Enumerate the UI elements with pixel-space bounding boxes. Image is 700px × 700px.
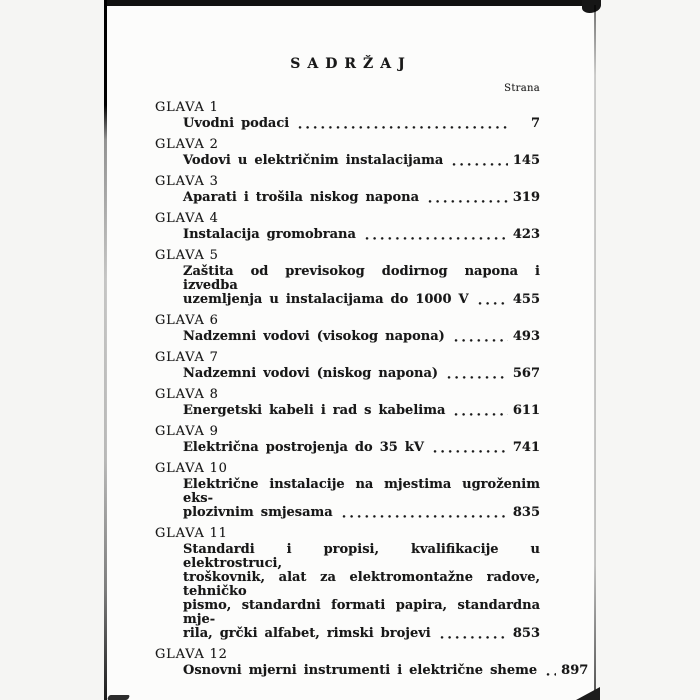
chapter-title: Aparati i trošila niskog napona <box>183 190 419 205</box>
column-header-strana: Strana <box>504 83 540 94</box>
dot-leader <box>365 237 508 240</box>
page-number: 897 <box>561 663 589 678</box>
dot-leader <box>447 376 508 379</box>
chapter-title-line <box>183 627 540 641</box>
dot-leader <box>440 636 508 639</box>
chapter-heading: GLAVA 8 <box>155 387 219 402</box>
toc-entry <box>155 351 540 381</box>
page-number: 835 <box>512 505 540 520</box>
chapter-title-line <box>183 293 540 307</box>
page-top-edge-bar <box>105 0 597 6</box>
page-number: 423 <box>512 227 540 242</box>
page-top-right-corner-mark <box>582 0 601 13</box>
chapter-title-line <box>183 506 540 520</box>
dot-leader <box>452 163 508 166</box>
page-number: 145 <box>512 153 540 168</box>
page-number: 455 <box>512 292 540 307</box>
chapter-title: plozivnim smjesama <box>183 505 333 520</box>
toc-entry <box>155 101 540 131</box>
toc-entry <box>155 249 540 307</box>
chapter-heading: GLAVA 2 <box>155 137 219 152</box>
chapter-heading: GLAVA 1 <box>155 100 219 115</box>
chapter-title: Energetski kabeli i rad s kabelima <box>183 403 446 418</box>
page-number: 7 <box>530 116 540 131</box>
page-number: 611 <box>512 403 540 418</box>
page-number: 853 <box>512 626 540 641</box>
chapter-title: Nadzemni vodovi (visokog napona) <box>183 329 445 344</box>
chapter-title-line: pismo, standardni formati papira, standardna mje- <box>183 598 540 627</box>
chapter-title: Vodovi u električnim instalacijama <box>183 153 444 168</box>
chapter-title-line: Standardi i propisi, kvalifikacije u elektrostruci, <box>183 542 540 571</box>
chapter-title-line <box>183 663 589 678</box>
dot-leader <box>342 515 508 518</box>
page-right-edge-line <box>594 5 596 700</box>
chapter-title-line <box>183 117 540 131</box>
chapter-heading: GLAVA 7 <box>155 350 219 365</box>
toc-entry <box>155 527 540 641</box>
chapter-heading: GLAVA 6 <box>155 313 219 328</box>
chapter-title: Osnovni mjerni instrumenti i električne sheme <box>183 663 538 678</box>
dot-leader <box>454 339 508 342</box>
chapter-title: rila, grčki alfabet, rimski brojevi <box>183 626 431 641</box>
chapter-title: Nadzemni vodovi (niskog napona) <box>183 366 439 381</box>
toc-entry <box>155 388 540 418</box>
chapter-heading: GLAVA 4 <box>155 211 219 226</box>
chapter-title-line <box>183 330 540 344</box>
toc-entry <box>155 425 540 455</box>
toc-entry <box>155 175 540 205</box>
chapter-title-line: troškovnik, alat za elektromontažne radove, tehničko <box>183 570 540 599</box>
toc-entry <box>155 647 589 678</box>
dot-leader <box>428 200 508 203</box>
page-number: 319 <box>512 190 540 205</box>
chapter-title-line <box>183 404 540 418</box>
toc-entry <box>155 138 540 168</box>
dot-leader <box>546 673 556 676</box>
toc-entry <box>155 462 540 520</box>
page-number: 493 <box>512 329 540 344</box>
chapter-title-line: Električne instalacije na mjestima ugroženim eks- <box>183 477 540 506</box>
page-left-edge-line <box>104 0 107 700</box>
dot-leader <box>433 450 508 453</box>
chapter-heading: GLAVA 11 <box>155 526 228 541</box>
scan-margin-left <box>0 0 105 700</box>
dot-leader <box>454 413 507 416</box>
chapter-heading: GLAVA 9 <box>155 424 219 439</box>
chapter-heading: GLAVA 3 <box>155 174 219 189</box>
chapter-title-line <box>183 367 540 381</box>
page-number: 567 <box>512 366 540 381</box>
page-number: 741 <box>512 440 540 455</box>
bottom-left-scan-mark <box>107 695 130 700</box>
dot-leader <box>478 302 508 305</box>
table-of-contents <box>155 56 589 685</box>
chapter-title: Uvodni podaci <box>183 116 290 131</box>
toc-entry <box>155 314 540 344</box>
chapter-title-line: Zaštita od previsokog dodirnog napona i izvedba <box>183 264 540 293</box>
chapter-title: Električna postrojenja do 35 kV <box>183 440 424 455</box>
chapter-title: uzemljenja u instalacijama do 1000 V <box>183 292 469 307</box>
chapter-title-line <box>183 441 540 455</box>
chapter-heading: GLAVA 5 <box>155 248 219 263</box>
dot-leader <box>298 126 509 129</box>
chapter-heading: GLAVA 12 <box>155 647 228 662</box>
page-title: SADRŽAJ <box>290 56 412 72</box>
chapter-title-line <box>183 228 540 242</box>
chapter-title: Instalacija gromobrana <box>183 227 356 242</box>
toc-entry <box>155 212 540 242</box>
chapter-heading: GLAVA 10 <box>155 461 228 476</box>
chapter-title-line <box>183 154 540 168</box>
chapter-title-line <box>183 191 540 205</box>
